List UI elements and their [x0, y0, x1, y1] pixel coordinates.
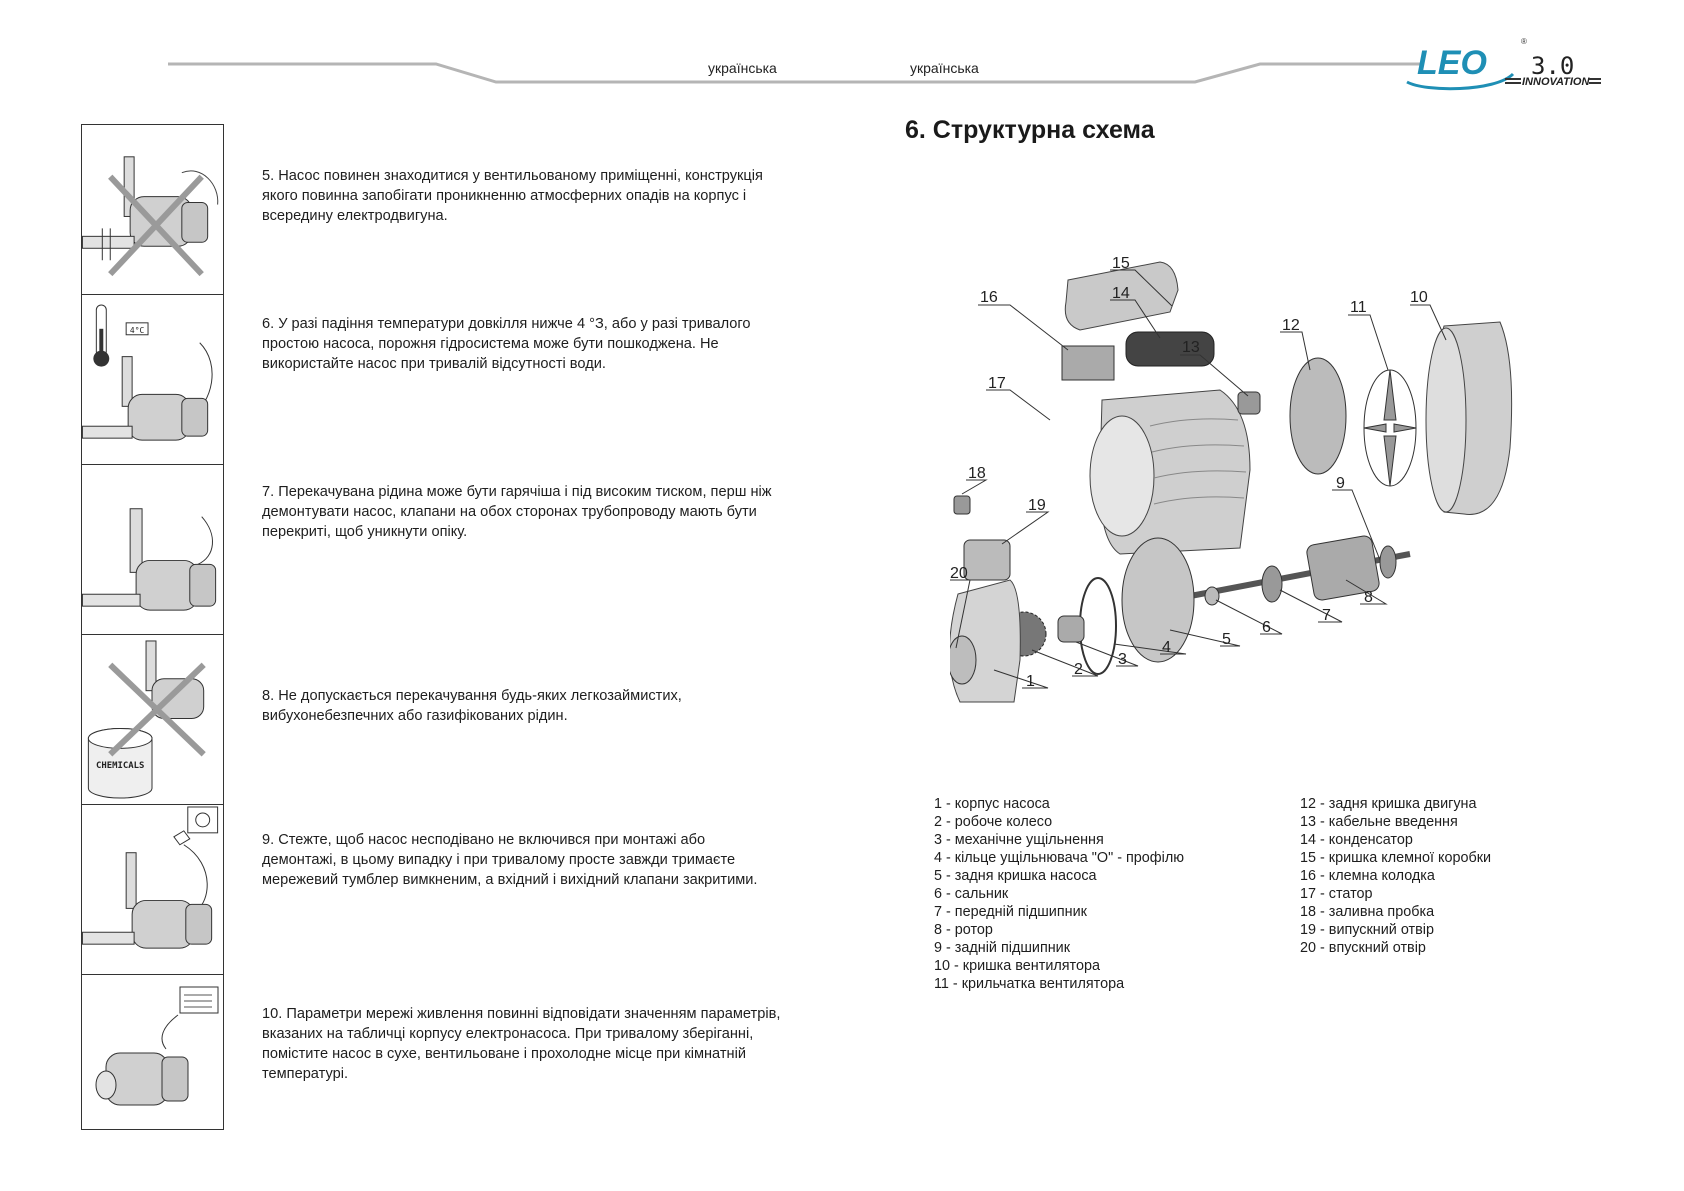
- legend-item: 12 - задня кришка двигуна: [1300, 796, 1477, 812]
- callout-9: 9: [1336, 475, 1345, 492]
- callout-14: 14: [1112, 285, 1130, 302]
- icon-cell-6: [82, 975, 223, 1130]
- icon-cell-2: [82, 295, 223, 465]
- fan-impeller: [1364, 370, 1416, 486]
- motor-rear-cover: [1290, 358, 1346, 474]
- callout-7: 7: [1322, 607, 1331, 624]
- thermometer-pump-icon: [82, 295, 223, 464]
- priming-plug: [954, 496, 970, 514]
- logo-tagline: INNOVATION: [1522, 76, 1590, 88]
- pump-outdoor-prohibited-icon: [82, 125, 223, 294]
- legend-item: 9 - задній підшипник: [934, 940, 1071, 956]
- legend-item: 11 - крильчатка вентилятора: [934, 976, 1125, 992]
- safety-item-7-text: 7. Перекачувана рідина може бути гарячіша і під високим тиском, перш ніж демонтувати насос, клапани на обох сторонах трубопроводу мають бути перекриті, щоб уникнути опіку.: [262, 484, 772, 540]
- callout-18: 18: [968, 465, 986, 482]
- hot-pressure-pump-icon: [82, 465, 223, 634]
- legend-item: 1 - корпус насоса: [934, 796, 1050, 812]
- logo-registered: ®: [1521, 37, 1527, 46]
- legend-item: 2 - робоче колесо: [934, 814, 1053, 830]
- legend-item: 10 - кришка вентилятора: [934, 958, 1100, 974]
- rear-bearing: [1380, 546, 1396, 578]
- callout-8: 8: [1364, 589, 1373, 606]
- logo-brand: LEO: [1417, 44, 1487, 82]
- oil-seal: [1205, 587, 1219, 605]
- logo-version: 3.0: [1531, 52, 1575, 80]
- language-label-right: українська: [910, 60, 979, 76]
- legend-item: 6 - сальник: [934, 886, 1009, 902]
- callout-2: 2: [1074, 661, 1083, 678]
- legend-item: 20 - впускний отвір: [1300, 940, 1426, 956]
- safety-item-9-text: 9. Стежте, щоб насос несподівано не включився при монтажі або демонтажі, в цьому випадку і при тривалому просте завжди тримаєте мережевий тумблер вимкненим, а вхідний і вихідний клапани закритими.: [262, 832, 758, 888]
- callout-5: 5: [1222, 631, 1231, 648]
- callout-3: 3: [1118, 651, 1127, 668]
- icon-cell-4: [82, 635, 223, 805]
- callout-10: 10: [1410, 289, 1428, 306]
- legend-item: 16 - клемна колодка: [1300, 868, 1435, 884]
- icon-cell-5: [82, 805, 223, 975]
- chemicals-prohibited-icon: [82, 635, 223, 804]
- callout-15: 15: [1112, 255, 1130, 272]
- callout-20: 20: [950, 565, 968, 582]
- safety-item-6-text: 6. У разі падіння температури довкілля нижче 4 °З, або у разі тривалого простою насоса, порожня гідросистема може бути пошкоджена. Не використайте насос при тривалій відсутності води.: [262, 316, 751, 372]
- callout-17: 17: [988, 375, 1006, 392]
- pump-back-cover: [1122, 538, 1194, 662]
- capacitor: [1126, 332, 1214, 366]
- callout-19: 19: [1028, 497, 1046, 514]
- barrel-label: CHEMICALS: [95, 761, 145, 772]
- section-title: 6. Структурна схема: [905, 116, 1155, 144]
- icon-cell-1: [82, 125, 223, 295]
- language-label-left: українська: [708, 60, 777, 76]
- safety-icon-column: [81, 124, 224, 1130]
- legend-item: 19 - випускний отвір: [1300, 922, 1434, 938]
- callout-16: 16: [980, 289, 998, 306]
- icon-cell-3: [82, 465, 223, 635]
- legend-item: 15 - кришка клемної коробки: [1300, 850, 1492, 866]
- cable-gland: [1238, 392, 1260, 414]
- mechanical-seal: [1058, 616, 1084, 642]
- unplug-before-service-icon: [82, 805, 223, 974]
- front-bearing: [1262, 566, 1282, 602]
- safety-item-5-text: 5. Насос повинен знаходитися у вентильованому приміщенні, конструкція якого повинна запобігати проникненню атмосферних опадів на корпус і всередину електродвигуна.: [262, 168, 763, 224]
- stator-face: [1090, 416, 1154, 536]
- legend-item: 8 - ротор: [934, 922, 993, 938]
- legend-item: 7 - передній підшипник: [934, 904, 1087, 920]
- legend-left: [934, 795, 1184, 993]
- thermometer-label: 4°C: [129, 325, 145, 335]
- legend-item: 18 - заливна пробка: [1300, 904, 1435, 920]
- legend-item: 14 - конденсатор: [1300, 832, 1413, 848]
- exploded-pump-diagram: [950, 250, 1550, 750]
- outlet-port: [964, 540, 1010, 580]
- legend-item: 13 - кабельне введення: [1300, 814, 1458, 830]
- legend-item: 4 - кільце ущільнювача "О" - профілю: [934, 850, 1185, 866]
- safety-item-8-text: 8. Не допускається перекачування будь-яких легкозаймистих, вибухонебезпечних або газифікованих рідин.: [262, 688, 682, 724]
- callout-1: 1: [1026, 673, 1035, 690]
- o-ring: [1080, 578, 1116, 674]
- inlet-port: [950, 636, 976, 684]
- legend-item: 3 - механічне ущільнення: [934, 832, 1104, 848]
- callout-4: 4: [1162, 639, 1171, 656]
- callout-11: 11: [1350, 299, 1367, 316]
- legend-right: [1300, 795, 1491, 957]
- callout-13: 13: [1182, 339, 1200, 356]
- legend-item: 17 - статор: [1300, 886, 1373, 902]
- callout-6: 6: [1262, 619, 1271, 636]
- nameplate-pump-icon: [82, 975, 223, 1130]
- leo-logo: [1405, 30, 1605, 92]
- safety-item-10-text: 10. Параметри мережі живлення повинні відповідати значенням параметрів, вказаних на табличці корпусу електронасоса. При тривалому зберіганні, помістите насос в сухе, вентильоване і прохолодне місце при кімнатній температурі.: [262, 1006, 781, 1082]
- legend-item: 5 - задня кришка насоса: [934, 868, 1097, 884]
- terminal-block: [1062, 346, 1114, 380]
- callout-12: 12: [1282, 317, 1300, 334]
